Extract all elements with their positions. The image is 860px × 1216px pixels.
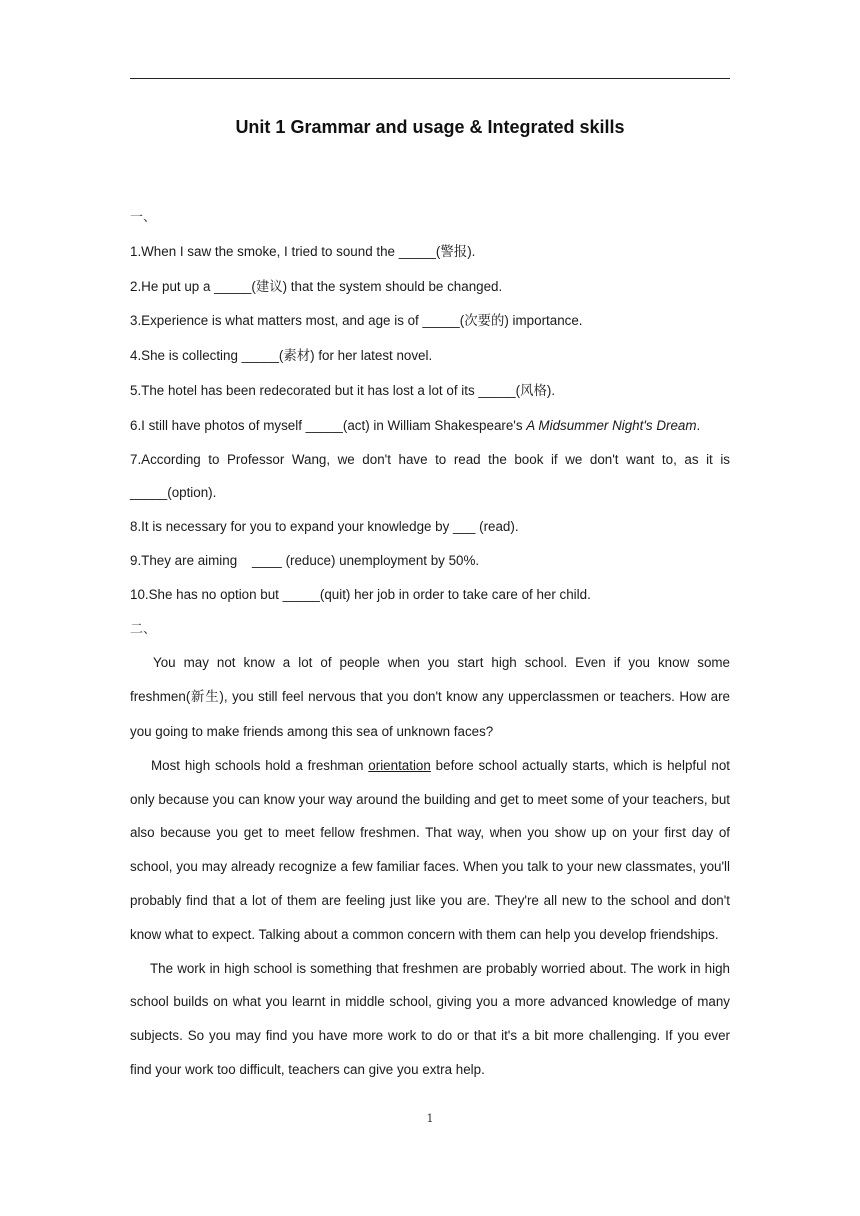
passage-paragraph-1: You may not know a lot of people when you start high school. Even if you know some freshmen(新生), you still feel nervous that you don't know any upperclassmen or teachers. How are you going to make friends among this sea of unknown faces? bbox=[130, 655, 731, 739]
exercise-item-5: 5.The hotel has been redecorated but it has lost a lot of its _____(风格). bbox=[130, 382, 556, 399]
passage-paragraph-2: Most high schools hold a freshman orientation before school actually starts, which is helpful not only because you can know your way around the building and get to meet some of your teachers, but also because you get to meet fellow freshmen. That way, when you show up on your first day of school, you may already recognize a few familiar faces. When you talk to your new classmates, you'll probably find that a lot of them are feeling just like you are. They're all new to the school and don't know what to expect. Talking about a common concern with them can help you develop friendships. bbox=[130, 757, 730, 942]
exercise-item-4: 4.She is collecting _____(素材) for her latest novel. bbox=[130, 348, 433, 365]
section-mark-2: 二、 bbox=[130, 621, 157, 637]
exercise-item-6: 6.I still have photos of myself _____(act) in William Shakespeare's A Midsummer Night's Dream. bbox=[130, 417, 701, 433]
exercise-item-8: 8.It is necessary for you to expand your knowledge by ___ (read). bbox=[130, 519, 519, 535]
exercise-item-2: 2.He put up a _____(建议) that the system should be changed. bbox=[130, 278, 503, 295]
exercise-item-7: 7.According to Professor Wang, we don't have to read the book if we don't want to, as it is _____(option). bbox=[130, 451, 730, 501]
page-number: 1 bbox=[426, 1112, 434, 1125]
passage-paragraph-3: The work in high school is something that freshmen are probably worried about. The work in high school builds on what you learnt in middle school, giving you a more advanced knowledge of many subjects. So you may find you have more work to do or that it's a bit more challenging. If you ever find your work too difficult, teachers can give you extra help. bbox=[130, 960, 730, 1077]
underlined-word: orientation bbox=[368, 757, 431, 773]
page-title: Unit 1 Grammar and usage & Integrated skills bbox=[235, 117, 625, 137]
exercise-item-10: 10.She has no option but _____(quit) her job in order to take care of her child. bbox=[130, 586, 591, 602]
exercise-item-1: 1.When I saw the smoke, I tried to sound the _____(警报). bbox=[130, 243, 476, 260]
exercise-item-9: 9.They are aiming ____ (reduce) unemployment by 50%. bbox=[130, 552, 480, 568]
section-mark-1: 一、 bbox=[130, 210, 157, 225]
header-rule bbox=[130, 78, 730, 79]
exercise-item-3: 3.Experience is what matters most, and age is of _____(次要的) importance. bbox=[130, 313, 583, 330]
document-body bbox=[130, 200, 730, 1087]
